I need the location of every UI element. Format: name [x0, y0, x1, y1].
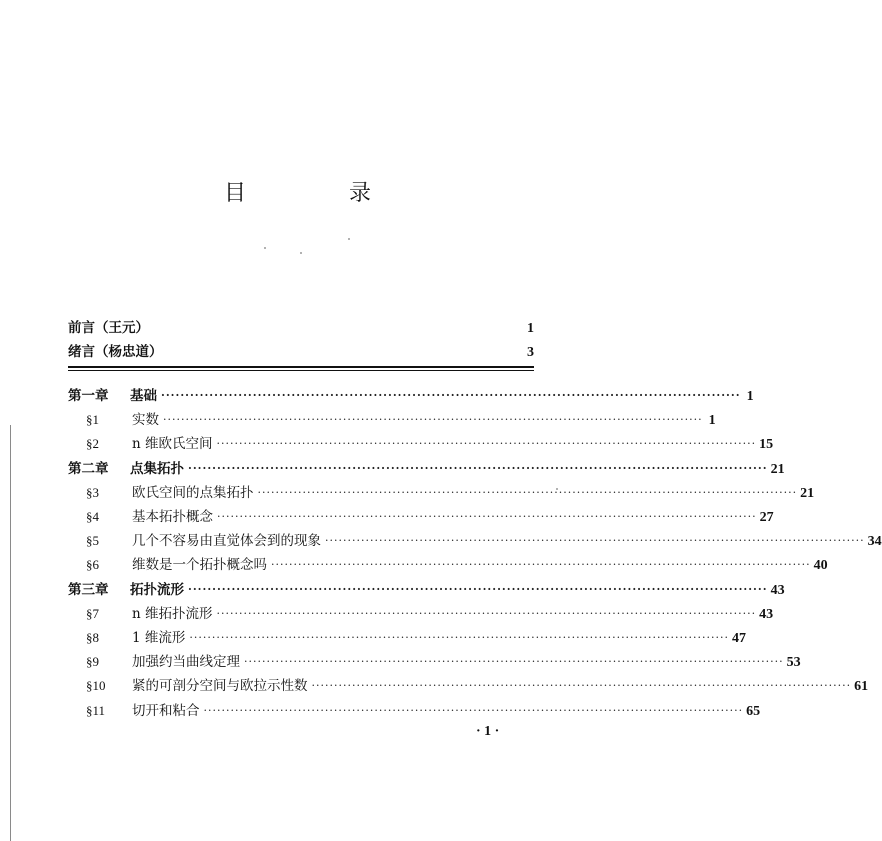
entry-page-number: 15	[759, 437, 774, 453]
section-title: 1 维流形	[132, 630, 186, 646]
toc-section-entry[interactable]	[68, 408, 716, 430]
chapter-number: 第三章	[68, 581, 109, 598]
dot-leader: ························································································································	[188, 582, 768, 596]
chapter-number: 第二章	[68, 460, 109, 477]
scan-speck	[264, 247, 266, 249]
section-number: §3	[86, 484, 99, 500]
toc-section-entry[interactable]	[68, 602, 774, 624]
section-title: 紧的可剖分空间与欧拉示性数	[132, 678, 308, 695]
scan-edge-line	[10, 425, 11, 841]
toc-section-entry[interactable]	[68, 505, 774, 527]
entry-page-number: 3	[527, 345, 534, 360]
dot-leader: ························································································································	[161, 389, 741, 402]
toc-section-entry[interactable]	[68, 626, 746, 648]
front-matter-entry[interactable]	[68, 316, 534, 338]
entry-page-number: 47	[731, 631, 746, 646]
dot-leader: ························································································································	[217, 510, 757, 523]
entry-page-number: 53	[786, 655, 801, 671]
section-title: 欧氏空间的点集拓扑	[132, 484, 254, 501]
dot-leader: ························································································································	[203, 703, 744, 717]
section-number: §1	[86, 412, 99, 428]
entry-page-number: 65	[746, 703, 761, 719]
section-title: 加强约当曲线定理	[132, 654, 240, 671]
toc-chapter-entry[interactable]	[68, 457, 785, 479]
section-title: 基本拓扑概念	[132, 509, 213, 525]
section-number: §9	[86, 654, 99, 670]
section-title: 切开和粘合	[132, 702, 200, 719]
section-number: §7	[86, 605, 99, 621]
entry-page-number: 34	[867, 534, 882, 550]
toc-section-entry[interactable]	[68, 432, 774, 454]
section-number: §10	[86, 678, 106, 694]
section-number: §6	[86, 557, 99, 573]
dot-leader: ························································································································	[257, 485, 798, 499]
chapter-title: 点集拓扑	[130, 460, 184, 477]
entry-title: 绪言（杨忠道）	[68, 344, 163, 360]
entry-page-number: 43	[759, 606, 774, 622]
entry-page-number: 27	[759, 510, 774, 525]
dot-leader: ························································································································	[216, 606, 757, 620]
entry-page-number: 40	[813, 558, 828, 574]
entry-page-number: 21	[770, 461, 785, 477]
section-title: 实数	[132, 412, 159, 429]
front-matter-entry[interactable]	[68, 340, 534, 362]
entry-page-number: 1	[708, 413, 716, 429]
dot-leader: ························································································································	[163, 413, 703, 427]
entry-page-number: 43	[770, 582, 785, 598]
section-number: §2	[86, 436, 99, 452]
page-title: 目 录	[224, 181, 419, 206]
page-number: · 1 ·	[476, 724, 500, 739]
toc-section-entry[interactable]	[68, 650, 801, 672]
toc-chapter-entry[interactable]	[68, 578, 785, 600]
scan-speck	[300, 252, 302, 254]
section-title: 维数是一个拓扑概念吗	[132, 557, 267, 574]
dot-leader: ························································································································	[325, 534, 865, 548]
toc-section-entry[interactable]	[68, 481, 815, 503]
dot-leader: ························································································································	[311, 679, 852, 693]
divider-rule-thin	[68, 370, 534, 371]
entry-page-number: 61	[854, 679, 869, 695]
section-title: n 维拓扑流形	[132, 605, 213, 622]
dot-leader: ························································································································	[188, 461, 768, 475]
toc-section-entry[interactable]	[68, 553, 828, 575]
dot-leader: ························································································································	[244, 655, 784, 669]
toc-chapter-entry[interactable]	[68, 384, 754, 406]
dot-leader: ························································································································	[216, 437, 757, 451]
chapter-number: 第一章	[68, 388, 109, 404]
section-number: §4	[86, 509, 99, 524]
toc-section-entry[interactable]	[68, 674, 869, 696]
toc-section-entry[interactable]	[68, 699, 761, 721]
section-number: §11	[86, 702, 106, 718]
entry-page-number: 1	[746, 389, 754, 404]
toc-section-entry[interactable]	[68, 529, 882, 551]
dot-leader: ························································································································	[271, 558, 811, 572]
entry-page-number: 1	[527, 321, 534, 336]
entry-title: 前言（王元）	[68, 320, 149, 336]
chapter-title: 基础	[130, 388, 157, 404]
divider-rule-thick	[68, 366, 534, 368]
section-title: 几个不容易由直觉体会到的现象	[132, 533, 321, 550]
section-number: §5	[86, 533, 99, 549]
dot-leader: ························································································································	[189, 631, 729, 644]
chapter-title: 拓扑流形	[130, 581, 184, 598]
entry-page-number: 21	[800, 485, 815, 501]
scan-speck	[348, 238, 350, 240]
section-title: n 维欧氏空间	[132, 436, 213, 453]
section-number: §8	[86, 630, 99, 645]
